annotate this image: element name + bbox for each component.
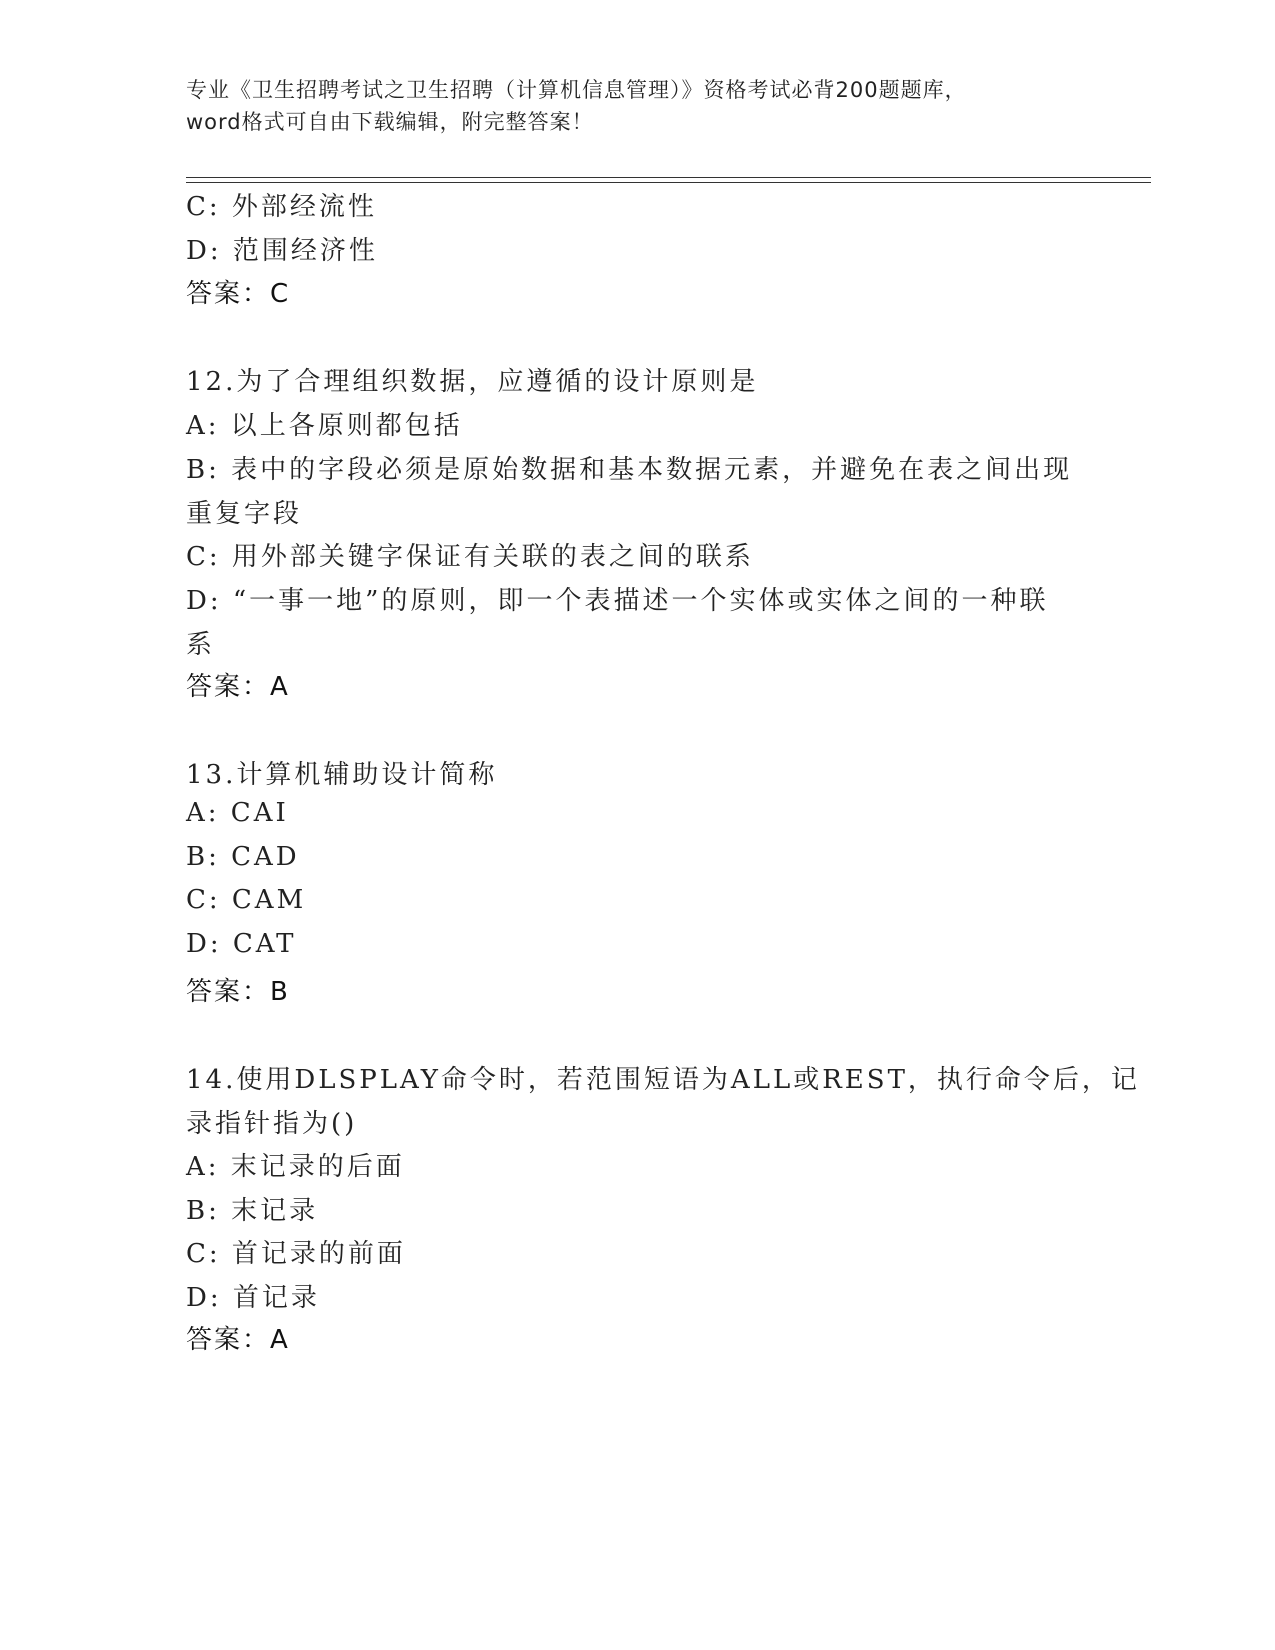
q12-option-b-line-1: B: 表中的字段必须是原始数据和基本数据元素，并避免在表之间出现 [186, 455, 1073, 485]
q13-option-c: C: CAM [186, 885, 307, 915]
prev-option-c: C: 外部经流性 [186, 192, 377, 222]
q13-option-d: D: CAT [186, 929, 297, 959]
document-header [186, 74, 1086, 138]
q14-option-a: A: 末记录的后面 [186, 1152, 405, 1182]
header-line-1: 专业《卫生招聘考试之卫生招聘（计算机信息管理）》资格考试必背200题题库， [186, 78, 967, 102]
q12-question: 12.为了合理组织数据，应遵循的设计原则是 [186, 367, 759, 397]
header-divider-bottom [186, 182, 1151, 183]
q12-option-d-line-1: D: “一事一地”的原则，即一个表描述一个实体或实体之间的一种联 [186, 586, 1049, 616]
q13-option-b: B: CAD [186, 842, 300, 872]
q12-option-b-line-2: 重复字段 [186, 499, 303, 529]
header-divider-top [186, 177, 1151, 178]
q14-option-b: B: 末记录 [186, 1196, 319, 1226]
q14-question-line-1: 14.使用DLSPLAY命令时，若范围短语为ALL或REST，执行命令后，记 [186, 1065, 1140, 1095]
q12-option-d-line-2: 系 [186, 630, 216, 660]
q14-option-d: D: 首记录 [186, 1283, 320, 1313]
header-line-2: word格式可自由下载编辑，附完整答案！ [186, 110, 594, 134]
q12-option-c: C: 用外部关键字保证有关联的表之间的联系 [186, 542, 754, 572]
q14-answer: 答案：A [186, 1325, 290, 1355]
q14-option-c: C: 首记录的前面 [186, 1239, 406, 1269]
prev-answer: 答案：C [186, 279, 291, 309]
q14-question-line-2: 录指针指为() [186, 1109, 358, 1139]
q13-answer: 答案：B [186, 977, 290, 1007]
q12-answer: 答案：A [186, 672, 290, 702]
q12-option-a: A: 以上各原则都包括 [186, 411, 463, 441]
prev-option-d: D: 范围经济性 [186, 236, 378, 266]
q13-question: 13.计算机辅助设计简称 [186, 760, 498, 790]
q13-option-a: A: CAI [186, 798, 289, 828]
